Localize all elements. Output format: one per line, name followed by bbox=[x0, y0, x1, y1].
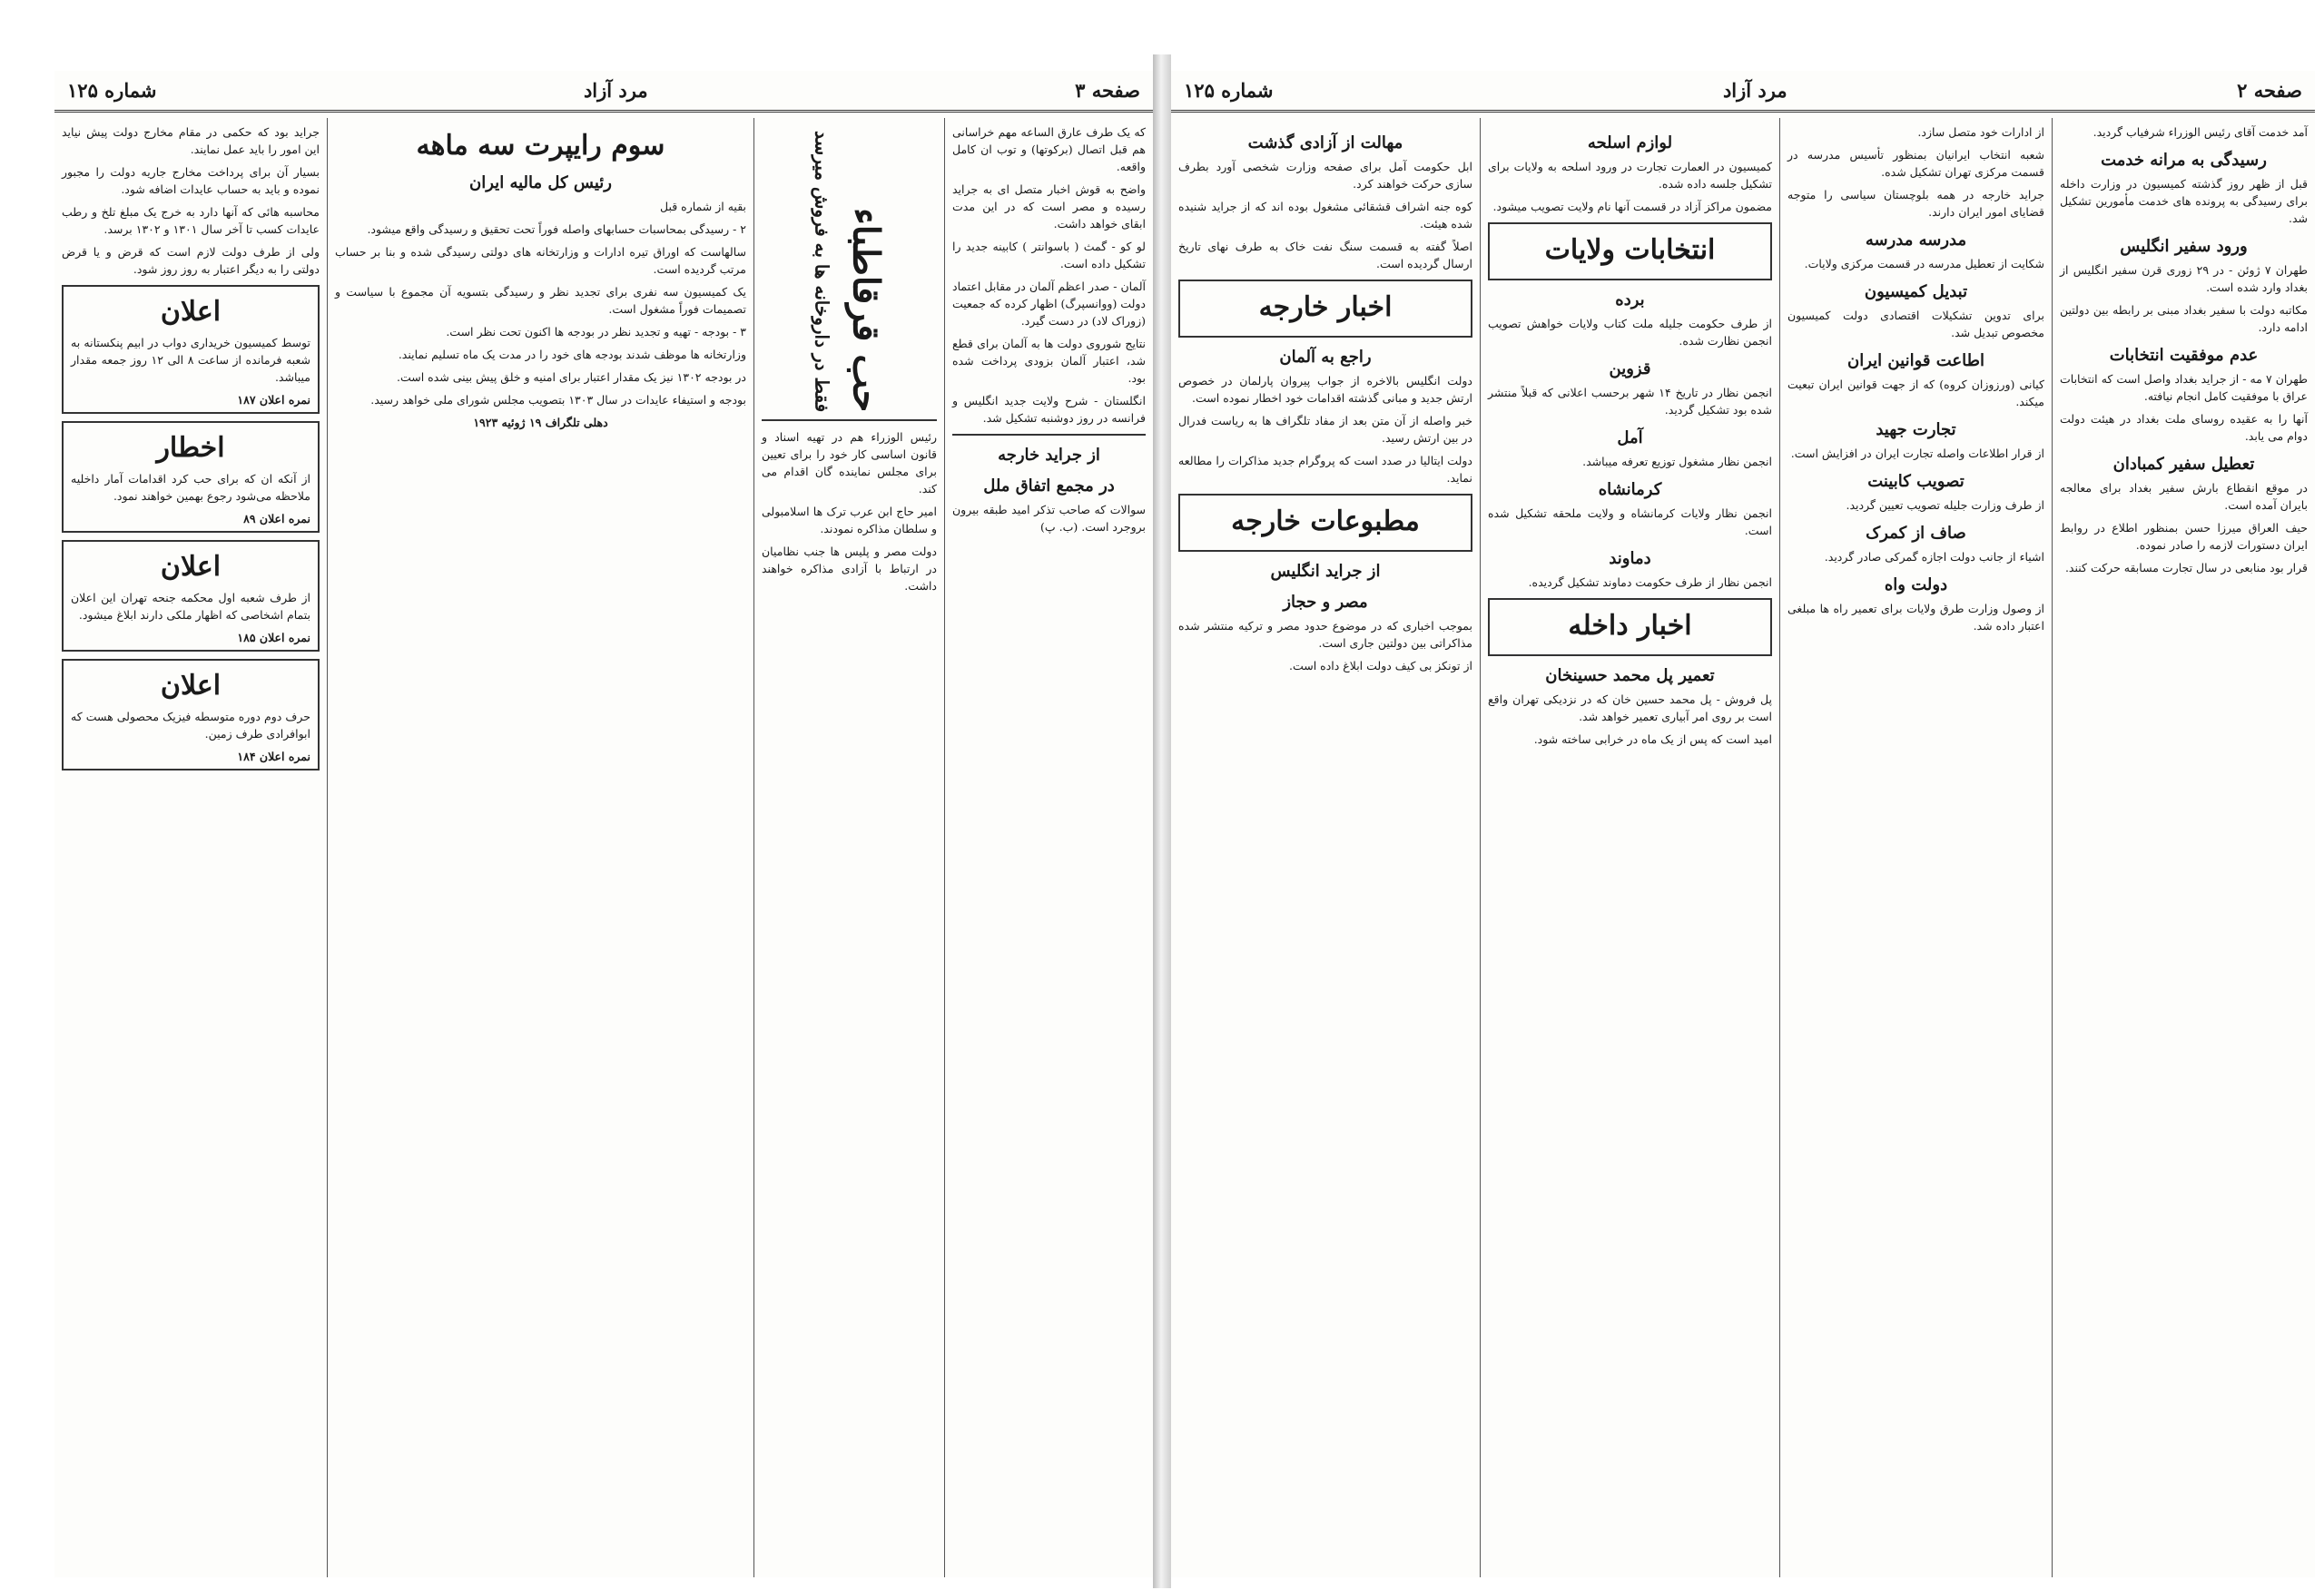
paragraph: قرار بود منابعی در سال تجارت مسابقه حرکت کنند. bbox=[2064, 561, 2308, 574]
paragraph: اشیاء از جانب دولت اجازه گمرکی صادر گردید. bbox=[1824, 550, 2044, 564]
book-spine bbox=[1153, 54, 1171, 1588]
paragraph: مضمون مراکز آزاد در قسمت آنها نام ولایت تصویب میشود. bbox=[1492, 200, 1772, 213]
paragraph: پل فروش - پل محمد حسین خان که در نزدیکی تهران واقع است بر روی امر آبیاری تعمیر خواهد شد. bbox=[1488, 692, 1772, 723]
paragraph: امیر حاج ابن عرب ترک ها اسلامبولی و سلطان مذاکره نمودند. bbox=[762, 505, 937, 536]
section-box bbox=[1488, 222, 1772, 280]
continued-note: بقیه از شماره قبل bbox=[659, 200, 746, 213]
section-heading: صاف از کمرک bbox=[1866, 524, 1966, 543]
section-box bbox=[1178, 494, 1472, 552]
section-title: مطبوعات خارجه bbox=[1231, 505, 1420, 537]
paragraph: کوه جنه اشراف قشقائی مشغول بوده اند که از جراید شنیده شده هیئت. bbox=[1178, 200, 1472, 231]
article-title: سوم رایپرت سه ماهه bbox=[416, 130, 665, 162]
advert-title: اعلان bbox=[160, 670, 222, 702]
paragraph: برای تدوین تشکیلات اقتصادی دولت کمیسیون مخصوص تبدیل شد. bbox=[1787, 309, 2044, 339]
paragraph: یک کمیسیون سه نفری برای تجدید نظر و رسیدگی بتسویه آن مجموع با سیاست و تصمیمات فوراً مشغول است. bbox=[335, 285, 746, 316]
advert-footer: نمره اعلان ۱۸۷ bbox=[237, 393, 310, 407]
paper-name: مرد آزاد bbox=[583, 79, 648, 102]
section-heading: تعطیل سفیر کمبادان bbox=[2112, 455, 2255, 474]
subsection-heading: مصر و حجاز bbox=[1283, 593, 1368, 612]
paragraph: انجمن نظار ولایات کرمانشاه و ولایت ملحقه تشکیل شده است. bbox=[1488, 506, 1772, 537]
paragraph: دولت مصر و پلیس ها جنب نظامیان در ارتباط با آزادی مذاکره خواهند داشت. bbox=[762, 545, 937, 594]
section-heading: تجارت جهید bbox=[1876, 420, 1956, 439]
section-title: اخبار داخله bbox=[1568, 610, 1692, 642]
column-report bbox=[327, 118, 753, 1577]
advert-box bbox=[62, 421, 320, 533]
divider bbox=[762, 419, 937, 421]
newspaper-page-left bbox=[54, 71, 1153, 1577]
section-heading: عدم موفقیت انتخابات bbox=[2109, 346, 2259, 365]
advert-box bbox=[62, 285, 320, 414]
paragraph: ابل حکومت آمل برای صفحه وزارت شخصی آورد بطرف سازی حرکت خواهند کرد. bbox=[1178, 160, 1472, 191]
section-heading: از جراید خارجه bbox=[998, 446, 1100, 465]
advert-title: اعلان bbox=[160, 551, 222, 583]
vertical-advert bbox=[806, 131, 893, 412]
page-header bbox=[1171, 71, 2315, 113]
subsection-heading: قزوین bbox=[1609, 359, 1651, 378]
paper-name: مرد آزاد bbox=[1722, 79, 1787, 102]
dateline: دهلی تلگراف ۱۹ ژوئیه ۱۹۲۳ bbox=[473, 416, 608, 429]
subsection-heading: برده bbox=[1615, 290, 1645, 309]
paragraph: از تونکز بی کیف دولت ابلاغ داده است. bbox=[1288, 659, 1472, 672]
divider bbox=[952, 434, 1146, 436]
column-container bbox=[1171, 118, 2315, 1577]
advert-footer: نمره اعلان ۸۹ bbox=[243, 512, 310, 525]
section-box bbox=[1488, 598, 1772, 656]
subsection-heading: تعمیر پل محمد حسینخان bbox=[1545, 666, 1715, 685]
paragraph: بموجب اخباری که در موضوع حدود مصر و ترکیه منتشر شده مذاکراتی بین دولتین جاری است. bbox=[1178, 619, 1472, 650]
paragraph: طهران ۷ ژوئن - در ۲۹ زوری قرن سفیر انگلیس از بغداد وارد شده است. bbox=[2060, 263, 2308, 294]
paragraph: قبل از ظهر روز گذشته کمیسیون در وزارت داخله برای رسیدگی به پرونده های خدمت مأمورین تشکیل شد. bbox=[2060, 177, 2308, 225]
advert-title: اعلان bbox=[160, 296, 222, 328]
subsection-heading: کرمانشاه bbox=[1598, 480, 1662, 499]
paragraph: شعبه انتخاب ایرانیان بمنظور تأسیس مدرسه در قسمت مرکزی تهران تشکیل شده. bbox=[1787, 148, 2044, 179]
column-vertical-ad bbox=[753, 118, 944, 1577]
paragraph: نتایج شوروی دولت ها به آلمان برای قطع شد، اعتبار آلمان بزودی پرداخت شده بود. bbox=[952, 337, 1146, 385]
page-number: صفحه ۲ bbox=[2237, 79, 2302, 102]
subsection-heading: راجع به آلمان bbox=[1279, 348, 1372, 367]
paragraph: انگلستان - شرح ولایت جدید انگلیس و فرانسه در روز دوشنبه تشکیل شد. bbox=[952, 394, 1146, 425]
paragraph: انجمن نظار در تاریخ ۱۴ شهر برحسب اعلانی که قبلاً منتشر شده بود تشکیل گردید. bbox=[1488, 386, 1772, 417]
column-news bbox=[1480, 118, 1779, 1577]
paragraph: از قرار اطلاعات واصله تجارت ایران در افزایش است. bbox=[1790, 447, 2044, 460]
paragraph: از طرف وزارت جلیله تصویب تعیین گردید. bbox=[1846, 498, 2044, 512]
advert-body: از طرف شعبه اول محکمه جنحه تهران این اعلان بتمام اشخاصی که اظهار ملکی دارند ابلاغ میشود. bbox=[71, 591, 310, 622]
section-box bbox=[1178, 280, 1472, 338]
subsection-heading: دماوند bbox=[1609, 549, 1651, 568]
paragraph: خبر واصله از آن متن بعد از مفاد تلگراف ها به ریاست فدرال در بین ارتش رسید. bbox=[1178, 414, 1472, 445]
paragraph: رئیس الوزراء هم در تهیه اسناد و قانون اساسی کار خود را برای تعیین برای مجلس نماینده گان اقدام می کند. bbox=[762, 430, 937, 496]
advert-footer: نمره اعلان ۱۸۵ bbox=[237, 631, 310, 644]
paragraph: بودجه و استیفاء عایدات در سال ۱۳۰۳ بتصویب مجلس شورای ملی خواهد رسید. bbox=[370, 393, 746, 407]
section-heading: مدرسه مدرسه bbox=[1865, 231, 1967, 250]
paragraph: دولت انگلیس بالاخره از جواب پیروان پارلمان در خصوص ارتش جدید و مبانی گذشته اقدامات خود اخطار نموده است. bbox=[1178, 374, 1472, 405]
paragraph: سوالات که صاحب تذکر امید طبقه بیرون بروجرد است. (ب. پ) bbox=[952, 503, 1146, 534]
paragraph: شکایت از تعطیل مدرسه در قسمت مرکزی ولایات. bbox=[1804, 257, 2044, 270]
paragraph: وزارتخانه ها موظف شدند بودجه های خود را در مدت یک ماه تسلیم نمایند. bbox=[398, 348, 746, 361]
paragraph: دولت ایتالیا در صدد است که پروگرام جدید مذاکرات را مطالعه نماید. bbox=[1178, 454, 1472, 485]
paragraph: بسیار آن برای پرداخت مخارج جاریه دولت را مجبور نموده و باید به حساب عایدات اضافه شود. bbox=[62, 165, 320, 196]
column-news bbox=[1171, 118, 1480, 1577]
paragraph: امید است که پس از یک ماه در خرابی ساخته شود. bbox=[1533, 732, 1772, 746]
subsection-heading: از جراید انگلیس bbox=[1270, 562, 1381, 581]
advert-title: حب قرقاطباء bbox=[844, 207, 888, 413]
issue-number: شماره ۱۲۵ bbox=[1184, 79, 1274, 102]
section-heading: مهالت از آزادی گذشت bbox=[1247, 133, 1403, 152]
paragraph: در بودجه ۱۳۰۲ نیز یک مقدار اعتبار برای امنیه و خلق پیش بینی شده است. bbox=[396, 370, 746, 384]
issue-number: شماره ۱۲۵ bbox=[67, 79, 157, 102]
paragraph: واضح به قوش اخبار متصل ای به جراید رسیده و مصر است که در این مدت ابقای خواهد داشت. bbox=[952, 182, 1146, 231]
section-heading: اطاعت قوانین ایران bbox=[1847, 351, 1984, 370]
subsection-heading: آمل bbox=[1617, 428, 1643, 447]
paragraph: اصلاً گفته به قسمت سنگ نفت خاک به طرف نهای تاریخ ارسال گردیده است. bbox=[1178, 240, 1472, 270]
page-number: صفحه ۳ bbox=[1075, 79, 1140, 102]
newspaper-page-right bbox=[1171, 71, 2315, 1577]
section-heading: ورود سفیر انگلیس bbox=[2120, 237, 2248, 256]
paragraph: انجمن نظار از طرف حکومت دماوند تشکیل گردیده. bbox=[1528, 575, 1772, 589]
advert-body: از آنکه ان که برای حب کرد اقدامات آمار داخلیه ملاحظه می‌شود رجوع بهمین خواهند نمود. bbox=[71, 472, 310, 503]
advert-body: توسط کمیسیون خریداری دواب در ابیم پنکستانه به شعبه فرمانده از ساعت ۸ الی ۱۲ روز جمعه مقدار میباشد. bbox=[71, 336, 310, 384]
column-container bbox=[54, 118, 1153, 1577]
advert-footer: نمره اعلان ۱۸۴ bbox=[237, 750, 310, 763]
paragraph: آمد خدمت آقای رئیس الوزراء شرفیاب گردید. bbox=[2093, 125, 2308, 139]
paragraph: در موقع انقطاع بارش سفیر بغداد برای معالجه بایران آمده است. bbox=[2060, 481, 2308, 512]
paragraph: ۲ - رسیدگی بمحاسبات حسابهای واصله فوراً تحت تحقیق و رسیدگی واقع میشود. bbox=[367, 222, 746, 236]
section-heading: لوازم اسلحه bbox=[1587, 133, 1673, 152]
page-header bbox=[54, 71, 1153, 113]
paragraph: انجمن نظار مشغول توزیع تعرفه میباشد. bbox=[1582, 455, 1772, 468]
paragraph: که یک طرف عارق الساعه مهم خراسانی هم قبل اتصال (برکوتها) و توب ان کامل واقعه. bbox=[952, 125, 1146, 173]
advert-body: حرف دوم دوره متوسطه فیزیک محصولی هست که ابوافرادی طرف زمین. bbox=[71, 710, 310, 741]
column-ads bbox=[54, 118, 327, 1577]
paragraph: از طرف حکومت جلیله ملت کتاب ولایات خواهش تصویب انجمن نظارت شده. bbox=[1488, 317, 1772, 348]
paragraph: کیانی (ورزوزان کروه) که از جهت قوانین ایران تبعیت میکند. bbox=[1787, 378, 2044, 408]
advert-title: اخطار bbox=[156, 432, 225, 464]
advert-note: فقط در داروخانه ها به فروش میرسد bbox=[811, 131, 833, 413]
column-news bbox=[944, 118, 1153, 1577]
paragraph: ۳ - بودجه - تهیه و تجدید نظر در بودجه ها اکنون تحت نظر است. bbox=[446, 325, 746, 339]
paragraph: سالهاست که اوراق تیره ادارات و وزارتخانه های دولتی رسیدگی شده و بنا بر حساب مرتب گردیده است. bbox=[335, 245, 746, 276]
section-heading: تصویب کابینت bbox=[1867, 472, 1965, 491]
section-heading: رسیدگی به مرانه خدمت bbox=[2101, 151, 2267, 170]
column-news bbox=[1779, 118, 2052, 1577]
paragraph: مکاتبه دولت با سفیر بغداد مبنی بر رابطه بین دولتین ادامه دارد. bbox=[2060, 303, 2308, 334]
paragraph: آلمان - صدر اعظم آلمان در مقابل اعتماد دولت (ووانسپرگ) اظهار کرده که جمعیت (زوراک لاد) در دست گیرد. bbox=[951, 280, 1146, 328]
paragraph: حیف العراق میرزا حسن بمنظور اطلاع در روابط ایران دستورات لازمه را صادر نموده. bbox=[2060, 521, 2308, 552]
section-heading: تبدیل کمیسیون bbox=[1864, 282, 1968, 301]
paragraph: محاسبه هائی که آنها دارد به خرج یک مبلغ تلخ و رطب عایدات کسب تا آخر سال ۱۳۰۱ و ۱۳۰۲ برسد. bbox=[62, 205, 320, 236]
column-news bbox=[2052, 118, 2315, 1577]
article-subtitle: رئیس کل مالیه ایران bbox=[469, 173, 612, 192]
paragraph: طهران ۷ مه - از جراید بغداد واصل است که انتخابات عراق با موفقیت کامل انجام نیافته. bbox=[2060, 372, 2308, 403]
paragraph: از وصول وزارت طرق ولایات برای تعمیر راه ها مبلغی اعتبار داده شد. bbox=[1787, 602, 2044, 633]
paragraph: آنها را به عقیده روسای ملت بغداد در هیئت دولت دوام می یابد. bbox=[2060, 412, 2308, 443]
advert-box bbox=[62, 540, 320, 652]
paragraph: از ادارات خود متصل سازد. bbox=[1917, 125, 2044, 139]
section-heading: دولت واه bbox=[1884, 575, 1948, 594]
section-title: انتخابات ولایات bbox=[1544, 234, 1716, 266]
paragraph: جراید خارجه در همه بلوچستان سیاسی را متوجه قضایای امور ایران دارند. bbox=[1787, 188, 2044, 219]
paragraph: لو کو - گمث ( باسوانتر ) کابینه جدید را تشکیل داده است. bbox=[952, 240, 1146, 270]
section-title: اخبار خارجه bbox=[1258, 291, 1393, 323]
paragraph: کمیسیون در العمارت تجارت در ورود اسلحه به ولایات برای تشکیل جلسه داده شده. bbox=[1488, 160, 1772, 191]
paragraph: ولی از طرف دولت لازم است که قرض و یا قرض دولتی را به دیگر اعتبار به روز روز شود. bbox=[62, 245, 320, 276]
advert-box bbox=[62, 659, 320, 770]
section-heading: در مجمع اتفاق ملل bbox=[983, 476, 1115, 496]
paragraph: جراید بود که حکمی در مقام مخارج دولت پیش نیاید این امور را باید عمل نمایند. bbox=[62, 125, 320, 156]
